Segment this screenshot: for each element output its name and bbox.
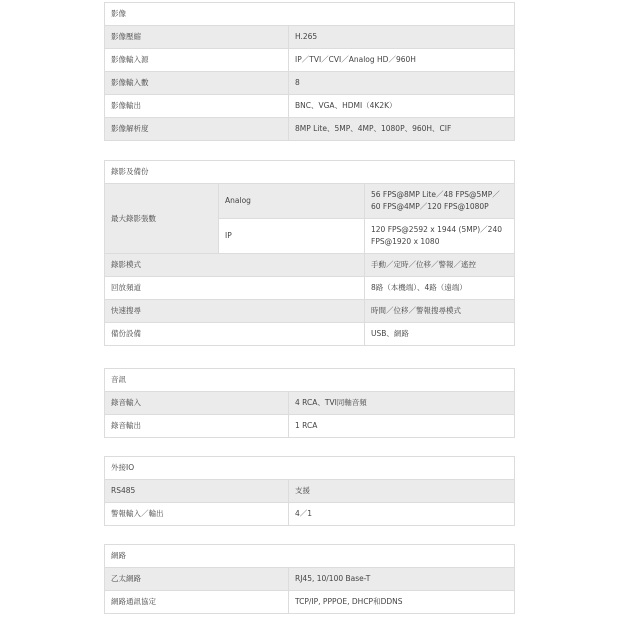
spec-value: 56 FPS@8MP Lite／48 FPS@5MP／60 FPS@4MP／120 FPS@1080P (365, 184, 515, 219)
spec-label: 影像解析度 (105, 118, 289, 141)
recording-spec-table (104, 160, 515, 346)
video-spec-table (104, 2, 515, 141)
spec-value: 8MP Lite、5MP、4MP、1080P、960H、CIF (289, 118, 515, 141)
spec-value: 4／1 (289, 503, 515, 526)
spec-value: H.265 (289, 26, 515, 49)
section-title: 錄影及備份 (105, 161, 515, 184)
audio-spec-table (104, 368, 515, 438)
spec-value: IP／TVI／CVI／Analog HD／960H (289, 49, 515, 72)
spec-label: 錄音輸入 (105, 392, 289, 415)
spec-value: 時間／位移／警報搜尋模式 (365, 300, 515, 323)
spec-value: BNC、VGA、HDMI（4K2K） (289, 95, 515, 118)
spec-label: 快速搜尋 (105, 300, 365, 323)
section-title: 音訊 (105, 369, 515, 392)
spec-label: 網路通訊協定 (105, 591, 289, 614)
spec-value: 手動／定時／位移／警報／遙控 (365, 254, 515, 277)
spec-value: USB、網路 (365, 323, 515, 346)
spec-value: TCP/IP, PPPOE, DHCP和DDNS (289, 591, 515, 614)
spec-label: 影像輸出 (105, 95, 289, 118)
spec-value: RJ45, 10/100 Base-T (289, 568, 515, 591)
spec-subtype: Analog (219, 184, 365, 219)
spec-value: 8 (289, 72, 515, 95)
spec-value: 1 RCA (289, 415, 515, 438)
spec-label: RS485 (105, 480, 289, 503)
spec-label: 警報輸入／輸出 (105, 503, 289, 526)
spec-value: 4 RCA、TVI同軸音頻 (289, 392, 515, 415)
spec-label: 回放頻道 (105, 277, 365, 300)
section-title: 影像 (105, 3, 515, 26)
spec-label: 備份設備 (105, 323, 365, 346)
spec-label: 影像輸入源 (105, 49, 289, 72)
spec-label: 乙太網路 (105, 568, 289, 591)
spec-value: 8路（本機端）、4路（遠端） (365, 277, 515, 300)
section-title: 網路 (105, 545, 515, 568)
external-io-spec-table (104, 456, 515, 526)
spec-label: 影像輸入數 (105, 72, 289, 95)
spec-label: 錄音輸出 (105, 415, 289, 438)
spec-subtype: IP (219, 219, 365, 254)
section-title: 外接IO (105, 457, 515, 480)
spec-label: 最大錄影張數 (105, 184, 219, 254)
network-spec-table (104, 544, 515, 614)
spec-value: 支援 (289, 480, 515, 503)
spec-label: 影像壓縮 (105, 26, 289, 49)
spec-value: 120 FPS@2592 x 1944 (5MP)／240 FPS@1920 x 1080 (365, 219, 515, 254)
spec-label: 錄影模式 (105, 254, 365, 277)
